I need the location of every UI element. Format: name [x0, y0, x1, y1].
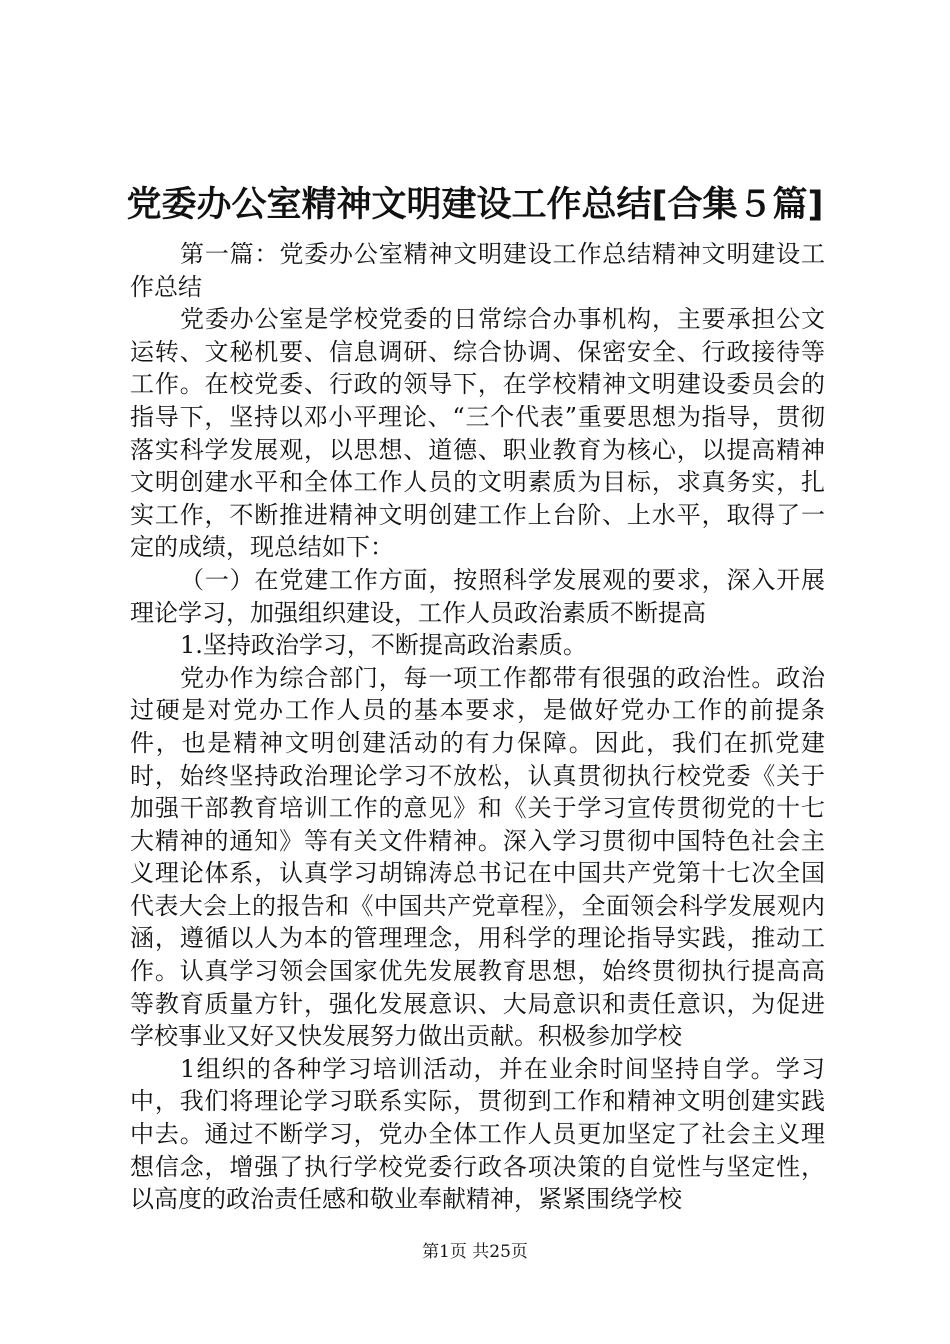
- paragraph-part-one-heading: （一）在党建工作方面，按照科学发展观的要求，深入开展理论学习，加强组织建设，工作人员政治素质不断提高: [130, 565, 825, 627]
- document-title: 党委办公室精神文明建设工作总结[合集５篇]: [126, 185, 824, 225]
- paragraph-section-heading: 第一篇：党委办公室精神文明建设工作总结精神文明建设工作总结: [130, 240, 825, 301]
- paragraph-intro: 党委办公室是学校党委的日常综合办事机构，主要承担公文运转、文秘机要、信息调研、综合协调、保密安全、行政接待等工作。在校党委、行政的领导下，在学校精神文明建设委员会的指导下，坚持以邓小平理论、“三个代表”重要思想为指导，贯彻落实科学发展观，以思想、道德、职业教育为核心，以提高精神文明创建水平和全体工作人员的文明素质为目标，求真务实，扎实工作，不断推进精神文明创建工作上台阶、上水平，取得了一定的成绩，现总结如下：: [130, 305, 825, 562]
- paragraph-political-study: 党办作为综合部门，每一项工作都带有很强的政治性。政治过硬是对党办工作人员的基本要求，是做好党办工作的前提条件，也是精神文明创建活动的有力保障。因此，我们在抓党建时，始终坚持政治理论学习不放松，认真贯彻执行校党委《关于加强干部教育培训工作的意见》和《关于学习宣传贯彻党的十七大精神的通知》等有关文件精神。深入学习贯彻中国特色社会主义理论体系，认真学习胡锦涛总书记在中国共产党第十七次全国代表大会上的报告和《中国共产党章程》，全面领会科学发展观内涵，遵循以人为本的管理理念，用科学的理论指导实践，推动工作。认真学习领会国家优先发展教育思想，始终贯彻执行提高高等教育质量方针，强化发展意识、大局意识和责任意识，为促进学校事业又好又快发展努力做出贡献。积极参加学校: [130, 663, 825, 1051]
- page-number-footer: 第1页 共25页: [422, 1242, 528, 1262]
- paragraph-study-activities: 1组织的各种学习培训活动，并在业余时间坚持自学。学习中，我们将理论学习联系实际，贯彻到工作和精神文明创建实践中去。通过不断学习，党办全体工作人员更加坚定了社会主义理想信念，增强了执行学校党委行政各项决策的自觉性与坚定性，以高度的政治责任感和敬业奉献精神，紧紧围绕学校: [130, 1054, 825, 1214]
- paragraph-item-one-heading: 1.坚持政治学习，不断提高政治素质。: [180, 631, 587, 660]
- document-body: [130, 238, 825, 1216]
